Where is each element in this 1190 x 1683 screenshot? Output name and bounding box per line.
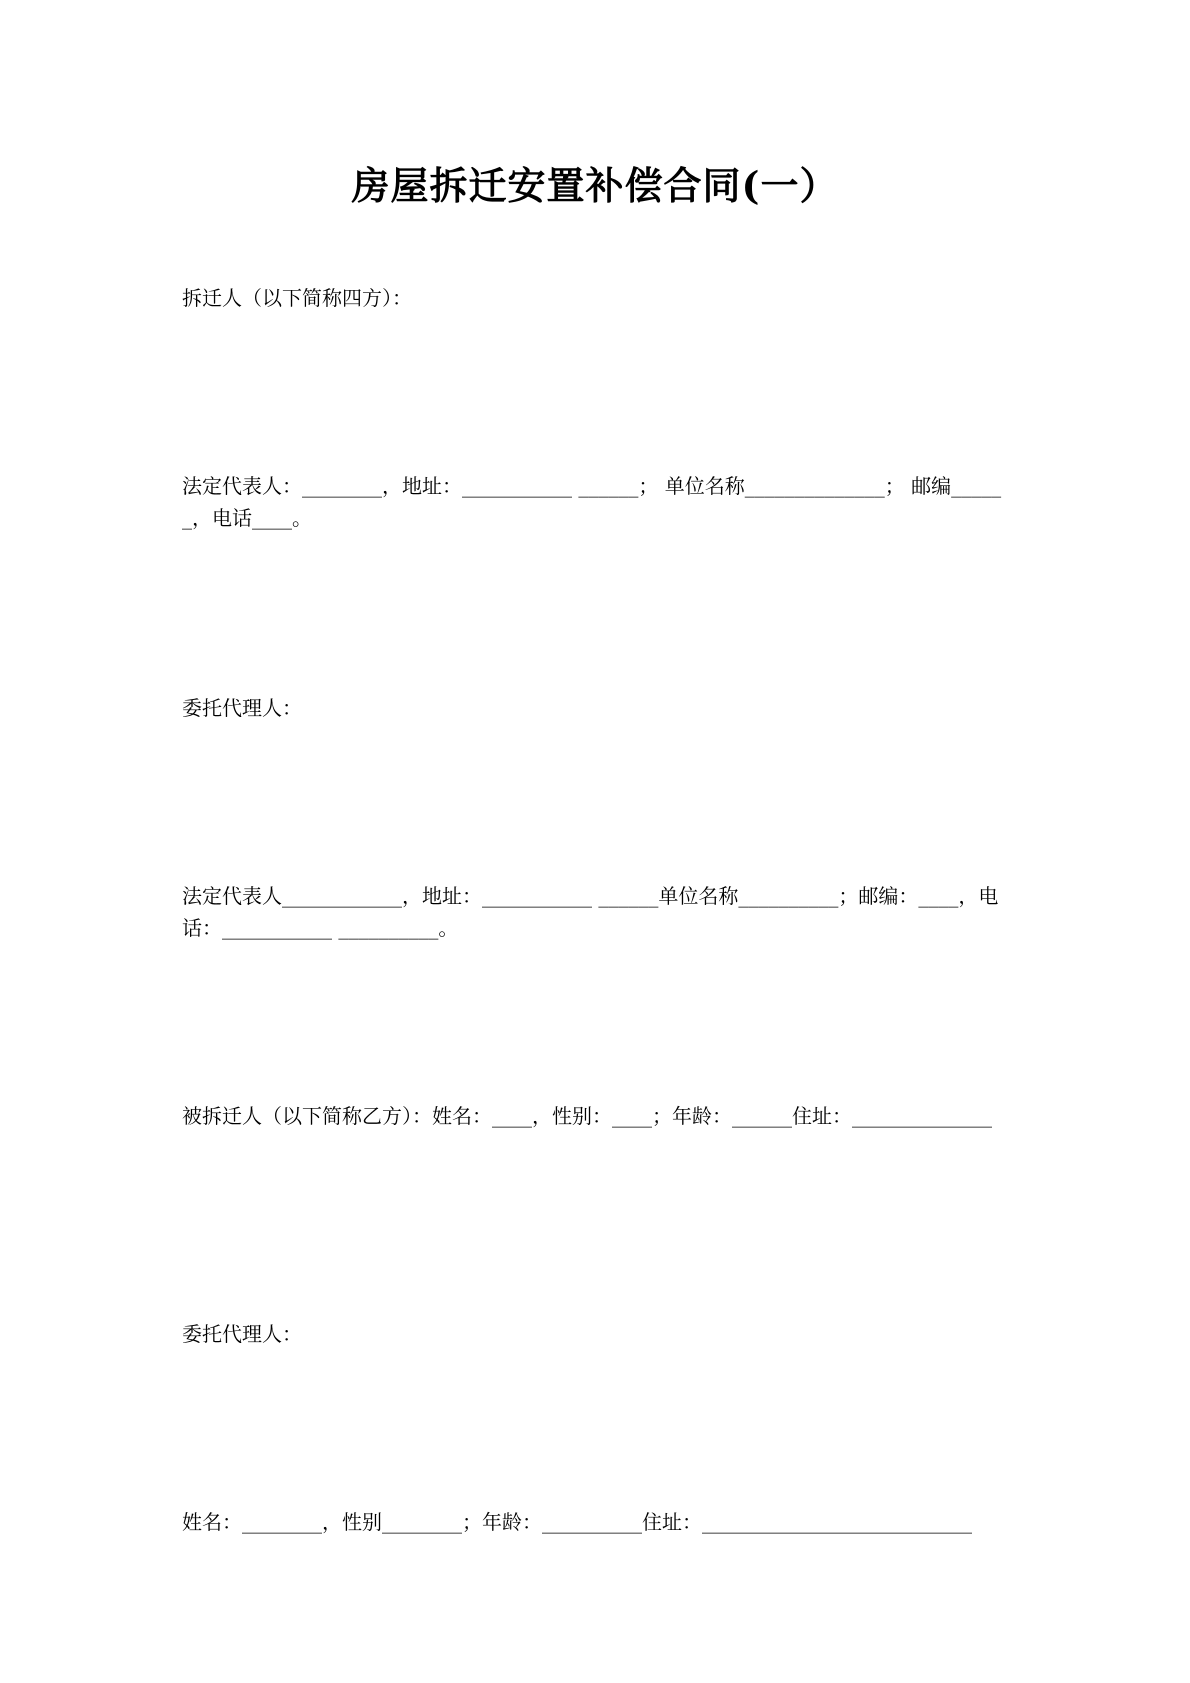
agent-legal-rep-line: 法定代表人____________，地址：___________ ______单位名称__________；邮编：____，电话：___________ __________。 bbox=[182, 884, 999, 940]
demolisher-agent-line: 委托代理人： bbox=[182, 696, 302, 720]
relocatee-party-line: 被拆迁人（以下简称乙方）：姓名：____，性别：____；年龄：______住址：______________ bbox=[182, 1104, 992, 1128]
relocatee-agent-line: 委托代理人： bbox=[182, 1322, 302, 1346]
demolisher-legal-rep-line: 法定代表人：________，地址：___________ ______； 单位名称______________； 邮编______，电话____。 bbox=[182, 474, 1002, 530]
demolisher-party-line: 拆迁人（以下简称四方）： bbox=[182, 286, 412, 310]
relocatee-agent-details-line: 姓名：________，性别________；年龄：__________住址：___________________________ bbox=[182, 1510, 972, 1534]
document-title: 房屋拆迁安置补偿合同(一） bbox=[351, 163, 839, 208]
